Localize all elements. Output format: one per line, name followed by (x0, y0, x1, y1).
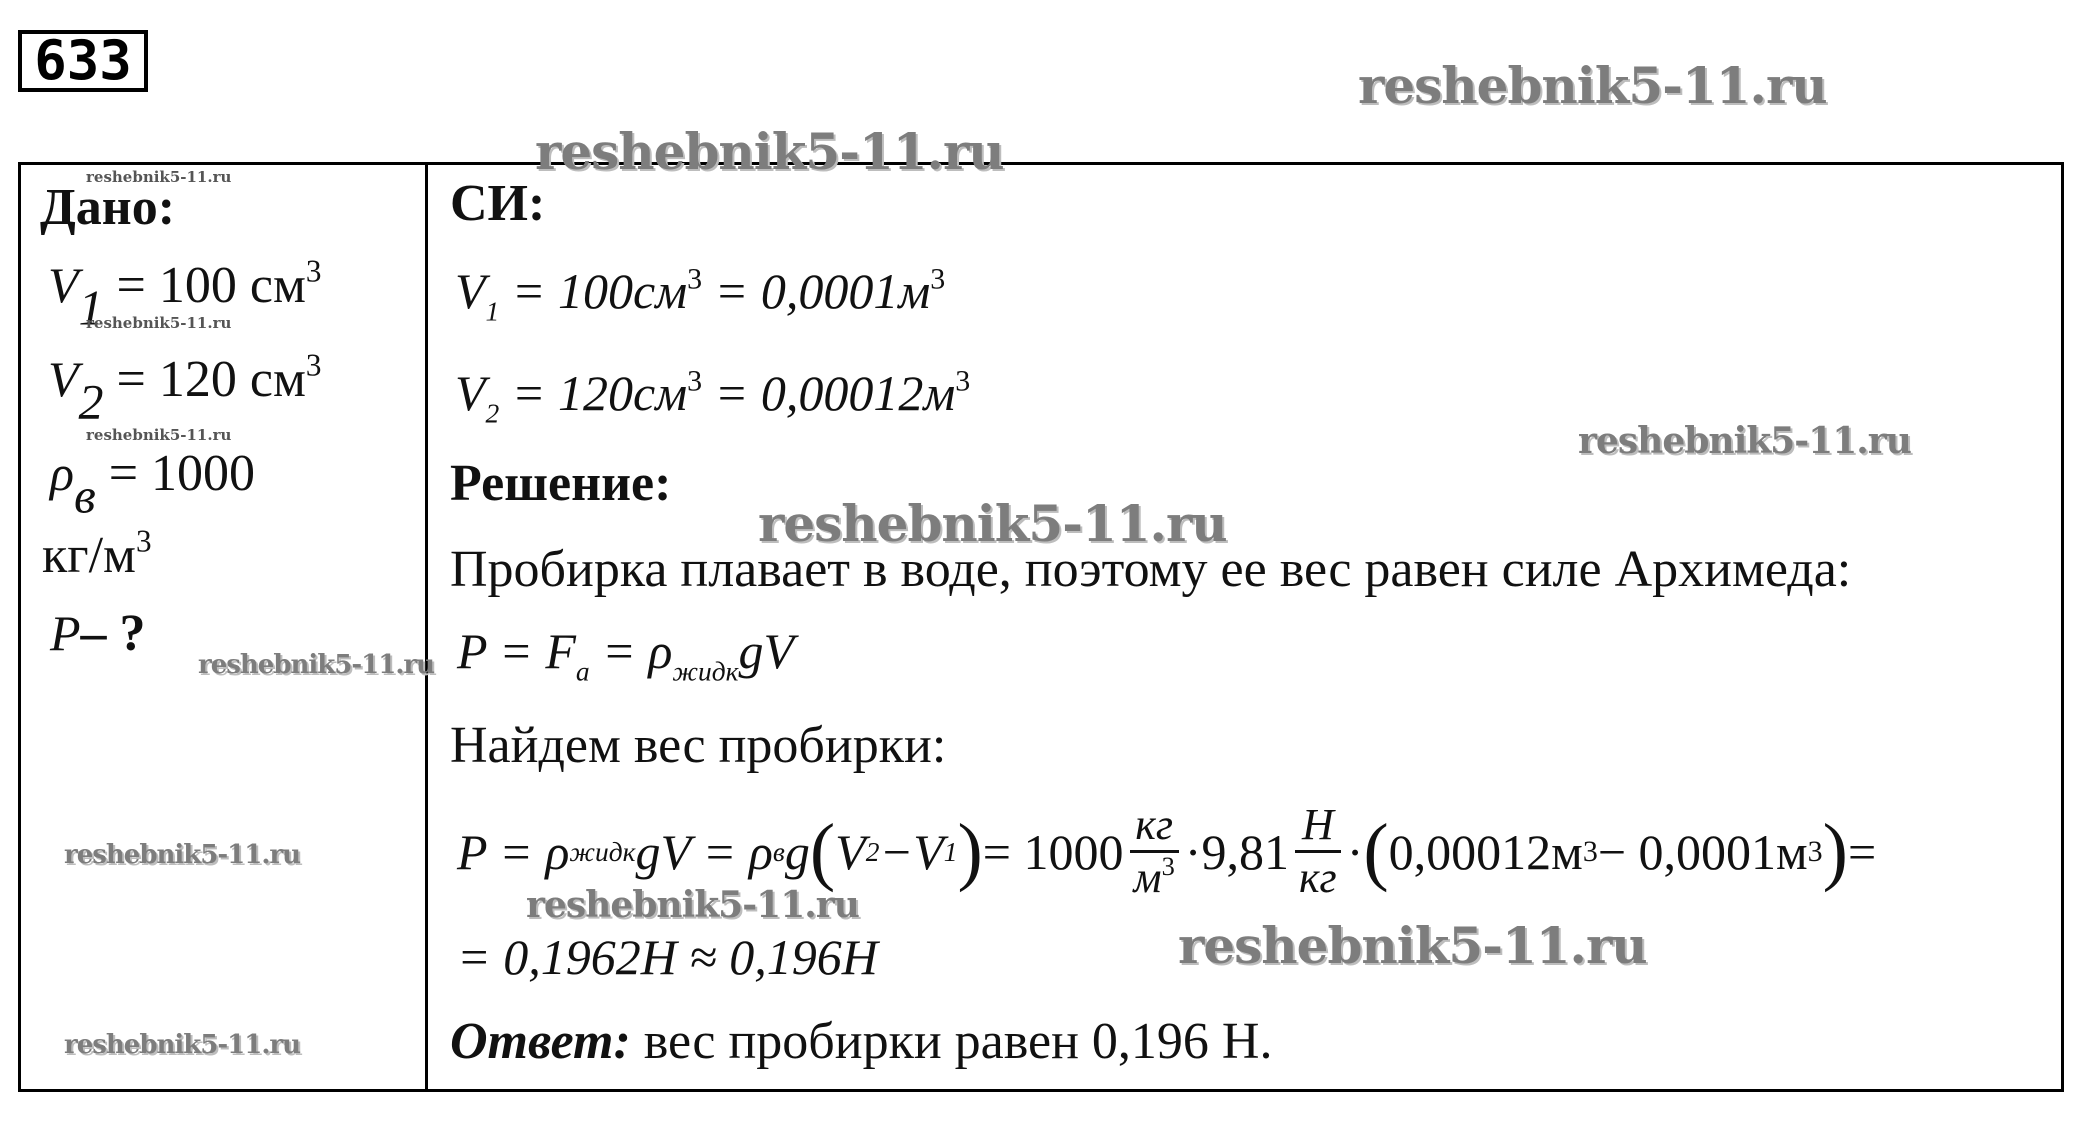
given-rho-unit: $кг/м^3$ (42, 523, 152, 584)
solution-heading: Решение: (450, 455, 672, 512)
given-v2: $V_2 = 120$ $см^3$ (48, 347, 322, 430)
column-divider (425, 162, 428, 1092)
watermark: reshebnik5-11.ru (535, 122, 1004, 181)
watermark: reshebnik5-11.ru (64, 1030, 301, 1060)
given-v1: $V_1 = 100$ $см^3$ (48, 253, 322, 336)
formula-weight: P = ρ жидк gV = ρ в g ( V 2 − V 1 ) = 1000 $\frac{кг}{м^3}$ ·9,81 $\frac{Н}{кг}$ · ( 0,00012м 3 − 0,0001м 3 ) = (457, 800, 1877, 902)
fraction-kg-m3: $\frac{кг}{м^3}$ (1130, 800, 1179, 903)
solution-text-1: Пробирка плавает в воде, поэтому ее вес равен силе Архимеда: (450, 541, 1852, 598)
watermark: reshebnik5-11.ru (86, 168, 232, 186)
watermark: reshebnik5-11.ru (198, 650, 435, 680)
answer-line: Ответ: вес пробирки равен 0,196 Н. (450, 1013, 1273, 1070)
watermark: reshebnik5-11.ru (86, 314, 232, 332)
formula-archimedes: $P = F_а = \rho_{жидк}gV$ (457, 623, 795, 687)
watermark: reshebnik5-11.ru (1578, 420, 1911, 462)
watermark: reshebnik5-11.ru (1358, 56, 1827, 115)
fraction-n-kg: $\frac{Н}{кг}$ (1295, 800, 1341, 903)
watermark: reshebnik5-11.ru (1178, 916, 1647, 975)
si-v2: $V_2 = 120см^3 = 0,00012м^3$ (455, 364, 971, 429)
watermark: reshebnik5-11.ru (64, 840, 301, 870)
problem-number: 633 (18, 30, 148, 92)
watermark: reshebnik5-11.ru (86, 426, 232, 444)
given-unknown: P– ? (50, 605, 146, 662)
watermark: reshebnik5-11.ru (758, 494, 1227, 553)
si-heading: СИ: (450, 175, 546, 232)
solution-table (18, 162, 2064, 1092)
watermark: reshebnik5-11.ru (526, 884, 859, 926)
si-v1: $V_1 = 100см^3 = 0,0001м^3$ (455, 262, 946, 327)
given-rho: $\rho_в = 1000$ (50, 445, 256, 524)
solution-text-2: Найдем вес пробирки: (450, 717, 947, 774)
formula-result: = 0,1962Н ≈ 0,196Н (457, 929, 878, 985)
given-heading: Дано: (40, 179, 176, 236)
